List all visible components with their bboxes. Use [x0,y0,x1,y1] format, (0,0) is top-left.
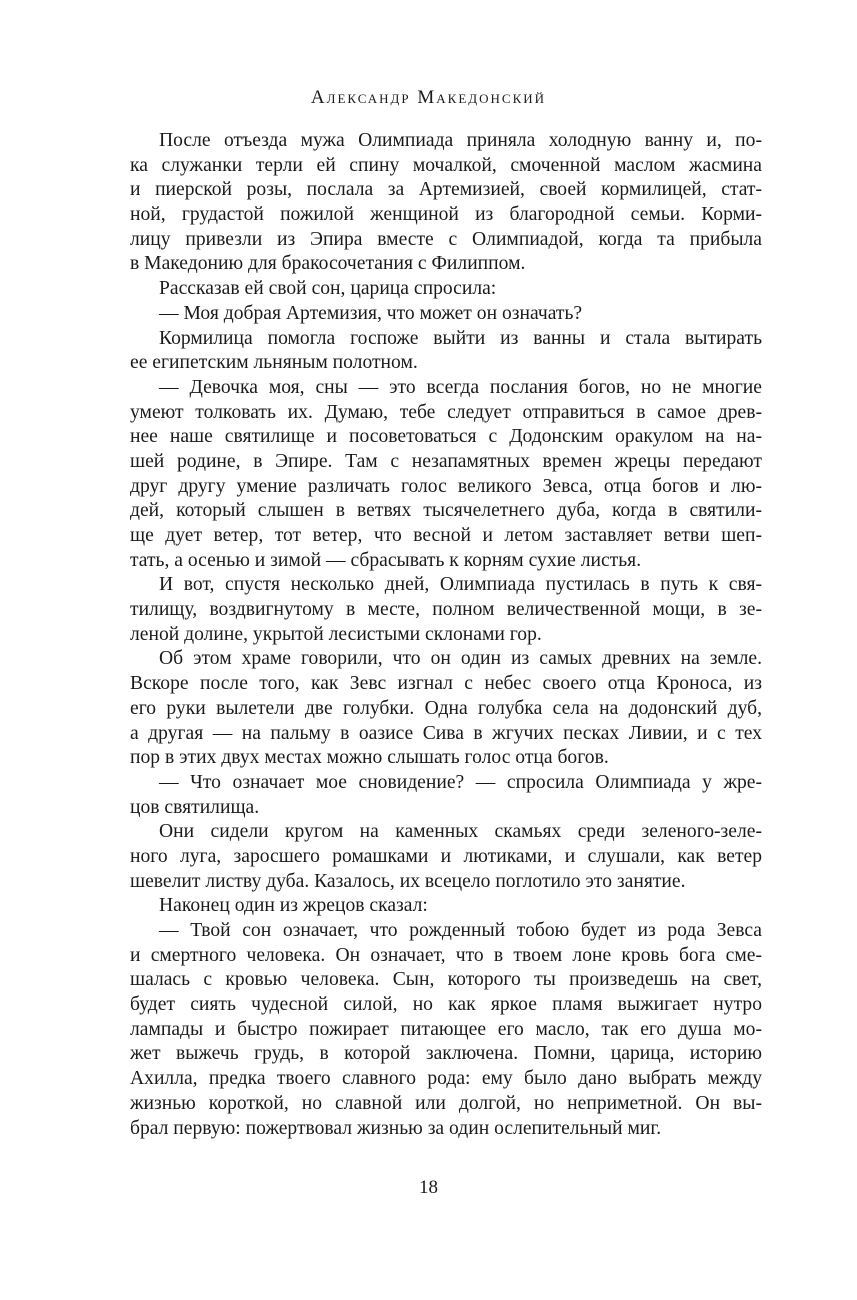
text-line: тилищу, воздвигнутому в месте, полном величественной мощи, в зе- [130,599,762,621]
text-line: Вскоре после того, как Зевс изгнал с небес своего отца Кроноса, из [130,673,762,695]
text-line: Ахилла, предка твоего славного рода: ему было дано выбрать между [130,1068,762,1090]
text-line: ного луга, заросшего ромашками и лютиками, и слушали, как ветер [130,845,762,867]
paragraph [130,277,762,302]
text-line: леной долине, укрытой лесистыми склонами гор. [130,623,542,645]
text-line: Кормилица помогла госпоже выйти из ванны и стала вытирать [159,327,762,349]
text-line: и смертного человека. Он означает, что в твоем лоне кровь бога сме- [130,944,762,966]
text-line: цов святилища. [130,796,260,818]
text-line: друг другу умение различать голос великого Зевса, отца богов и лю- [130,475,762,497]
paragraph [130,647,762,770]
text-line: пор в этих двух местах можно слышать голос отца богов. [130,747,609,769]
text-line: шей родине, в Эпире. Там с незапамятных времен жрецы передают [130,450,762,472]
text-line: умеют толковать их. Думаю, тебе следует отправиться в самое древ- [130,401,762,423]
text-line: будет сиять чудесной силой, но как яркое пламя выжигает нутро [130,994,762,1016]
text-line: дей, который слышен в ветвях тысячелетнего дуба, когда в святили- [130,500,762,522]
paragraph [130,327,762,376]
text-line: И вот, спустя несколько дней, Олимпиада пустилась в путь к свя- [159,574,762,596]
text-line: ка служанки терли ей спину мочалкой, смоченной маслом жасмина [130,154,762,176]
paragraph [130,573,762,647]
text-line: — Что означает мое сновидение? — спросила Олимпиада у жре- [159,771,762,793]
body-text [130,129,762,1141]
text-line: шалась с кровью человека. Сын, которого ты произведешь на свет, [130,969,762,991]
page-number: 18 [419,1177,438,1198]
text-line: жизнью короткой, но славной или долгой, но неприметной. Он вы- [130,1092,762,1114]
text-line: Об этом храме говорили, что он один из самых древних на земле. [159,648,762,670]
text-line: шевелит листву дуба. Казалось, их всецело поглотило это занятие. [130,870,686,892]
text-line: нее наше святилище и посоветоваться с Додонским оракулом на на- [130,426,762,448]
paragraph [130,376,762,574]
text-line: и пиерской розы, послала за Артемизией, своей кормилицей, стат- [130,179,762,201]
text-line: — Моя добрая Артемизия, что может он означать? [159,302,583,324]
text-line: — Твой сон означает, что рожденный тобою будет из рода Зевса [159,920,762,941]
paragraph [130,894,762,919]
text-line: Наконец один из жрецов сказал: [159,895,428,917]
text-line: его руки вылетели две голубки. Одна голубка села на додонский дуб, [130,697,762,719]
text-line: а другая — на пальму в оазисе Сива в жгучих песках Ливии, и с тех [130,722,762,744]
paragraph [130,919,762,1141]
text-line: тать, а осенью и зимой — сбрасывать к корням сухие листья. [130,549,642,571]
paragraph [130,820,762,894]
paragraph [130,129,762,277]
running-head: Александр Македонский [310,87,547,108]
text-line: После отъезда мужа Олимпиада приняла холодную ванну и, по- [159,130,762,151]
text-line: Они сидели кругом на каменных скамьях среди зеленого-зеле- [159,821,762,843]
paragraph [130,302,762,327]
text-line: ее египетским льняным полотном. [130,352,418,374]
text-line: Рассказав ей свой сон, царица спросила: [159,278,497,300]
text-line: жет выжечь грудь, в которой заключена. Помни, царица, историю [130,1043,762,1065]
text-line: лампады и быстро пожирает питающее его масло, так его душа мо- [130,1018,762,1040]
text-line: брал первую: пожертвовал жизнью за один ослепительный миг. [130,1117,662,1139]
text-line: — Девочка моя, сны — это всегда послания богов, но не многие [159,376,762,398]
paragraph [130,771,762,820]
text-line: ще дует ветер, тот ветер, что весной и летом заставляет ветви шеп- [130,525,762,546]
text-line: ной, грудастой пожилой женщиной из благородной семьи. Корми- [130,204,762,226]
text-line: в Македонию для бракосочетания с Филиппом. [130,253,526,275]
text-line: лицу привезли из Эпира вместе с Олимпиадой, когда та прибыла [130,228,762,250]
